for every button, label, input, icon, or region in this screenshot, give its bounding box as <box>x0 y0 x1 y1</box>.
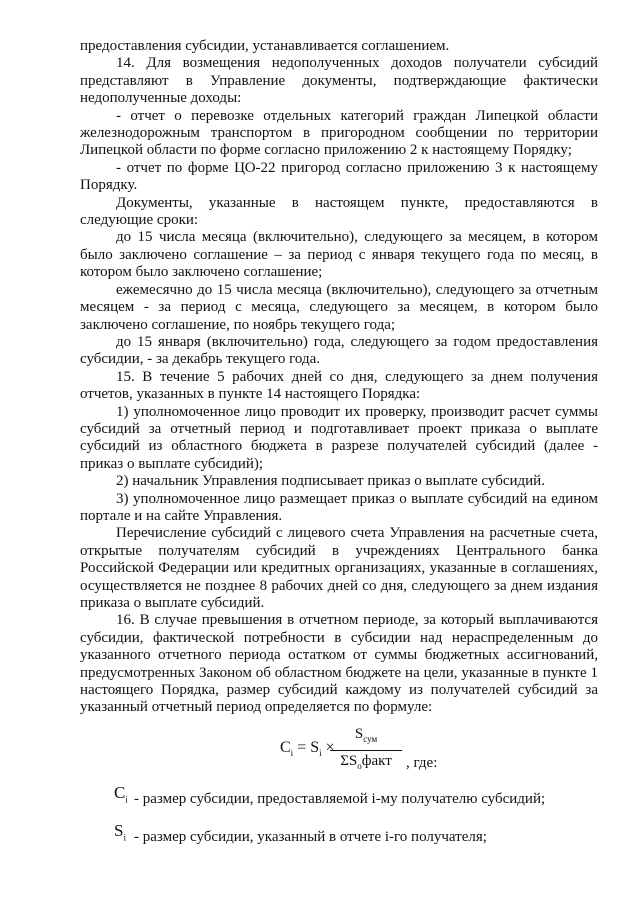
paragraph: 15. В течение 5 рабочих дней со дня, следующего за днем получения отчетов, указанных в пункте 14 настоящего Порядка: <box>80 368 598 403</box>
paragraph: 1) уполномоченное лицо проводит их проверку, производит расчет суммы субсидий за отчетный период и подготавливает проект приказа о выплате субсидий из областного бюджета в разрезе получателей субсидий (далее - приказ о выплате субсидий); <box>80 403 598 472</box>
paragraph: предоставления субсидии, устанавливается соглашением. <box>80 38 450 54</box>
paragraph: Перечисление субсидий с лицевого счета Управления на расчетные счета, открытые получателям субсидий в учреждениях Центрального банка Российской Федерации или кредитных организациях, указанные в соглашениях, осуществляется не позднее 8 рабочих дней со дня, следующего за днем издания приказа о выплате субсидий. <box>80 525 598 611</box>
paragraph: 2) начальник Управления подписывает приказ о выплате субсидий. <box>116 473 545 490</box>
paragraph: Документы, указанные в настоящем пункте, предоставляются в следующие сроки: <box>80 194 598 229</box>
paragraph: - отчет по форме ЦО-22 пригород согласно приложению 3 к настоящему Порядку. <box>80 159 598 194</box>
paragraph: 3) уполномоченное лицо размещает приказ о выплате субсидий на едином портале и на сайте Управления. <box>80 490 598 524</box>
definition-ci <box>80 783 598 817</box>
definition-symbol: $S_i$ <box>114 820 126 843</box>
paragraph: 14. Для возмещения недополученных доходов получатели субсидий представляют в Управление документы, подтверждающие фактически недополученные доходы: <box>80 55 598 107</box>
formula-fraction <box>330 725 402 776</box>
paragraph: 16. В случае превышения в отчетном периоде, за который выплачиваются субсидии, фактической потребности в субсидии над нераспределенным до указанного отчетного периода остатком от суммы бюджетных ассигнований, предусмотренных Законом об областном бюджете на цели, указанные в пункте 1 настоящего Порядка, размер субсидий каждому из получателей субсидий за указанный отчетный период определяется по формуле: <box>80 612 598 716</box>
formula-where: , где: <box>406 754 438 771</box>
definition-si <box>80 821 598 855</box>
subsidy-formula <box>80 725 598 779</box>
paragraph: ежемесячно до 15 числа месяца (включительно), следующего за отчетным месяцем - за период с месяца, следующего за месяцем, в котором было заключено соглашение, по ноябрь текущего года; <box>80 281 598 333</box>
paragraph: до 15 января (включительно) года, следующего за годом предоставления субсидии, - за декабрь текущего года. <box>80 333 598 368</box>
formula-numerator: $S_{сум}$ <box>330 725 402 751</box>
paragraph: до 15 числа месяца (включительно), следующего за месяцем, в котором было заключено соглашение – за период с января текущего года по месяц, в котором было заключено соглашение; <box>80 229 598 281</box>
paragraph: - отчет о перевозке отдельных категорий граждан Липецкой области железнодорожным транспортом в пригородном сообщении по территории Липецкой области по форме согласно приложению 2 к настоящему Порядку; <box>80 107 598 159</box>
definition-text: - размер субсидии, указанный в отчете i-го получателя; <box>134 828 487 845</box>
document-body <box>80 38 598 717</box>
definition-symbol: $C_i$ <box>114 782 128 805</box>
formula-lhs: $C_i = S_i$ × <box>280 738 335 759</box>
definition-text: - размер субсидии, предоставляемой i-му получателю субсидий; <box>134 790 546 807</box>
formula-denominator: $\Sigma S_oфакт$ <box>340 752 392 771</box>
